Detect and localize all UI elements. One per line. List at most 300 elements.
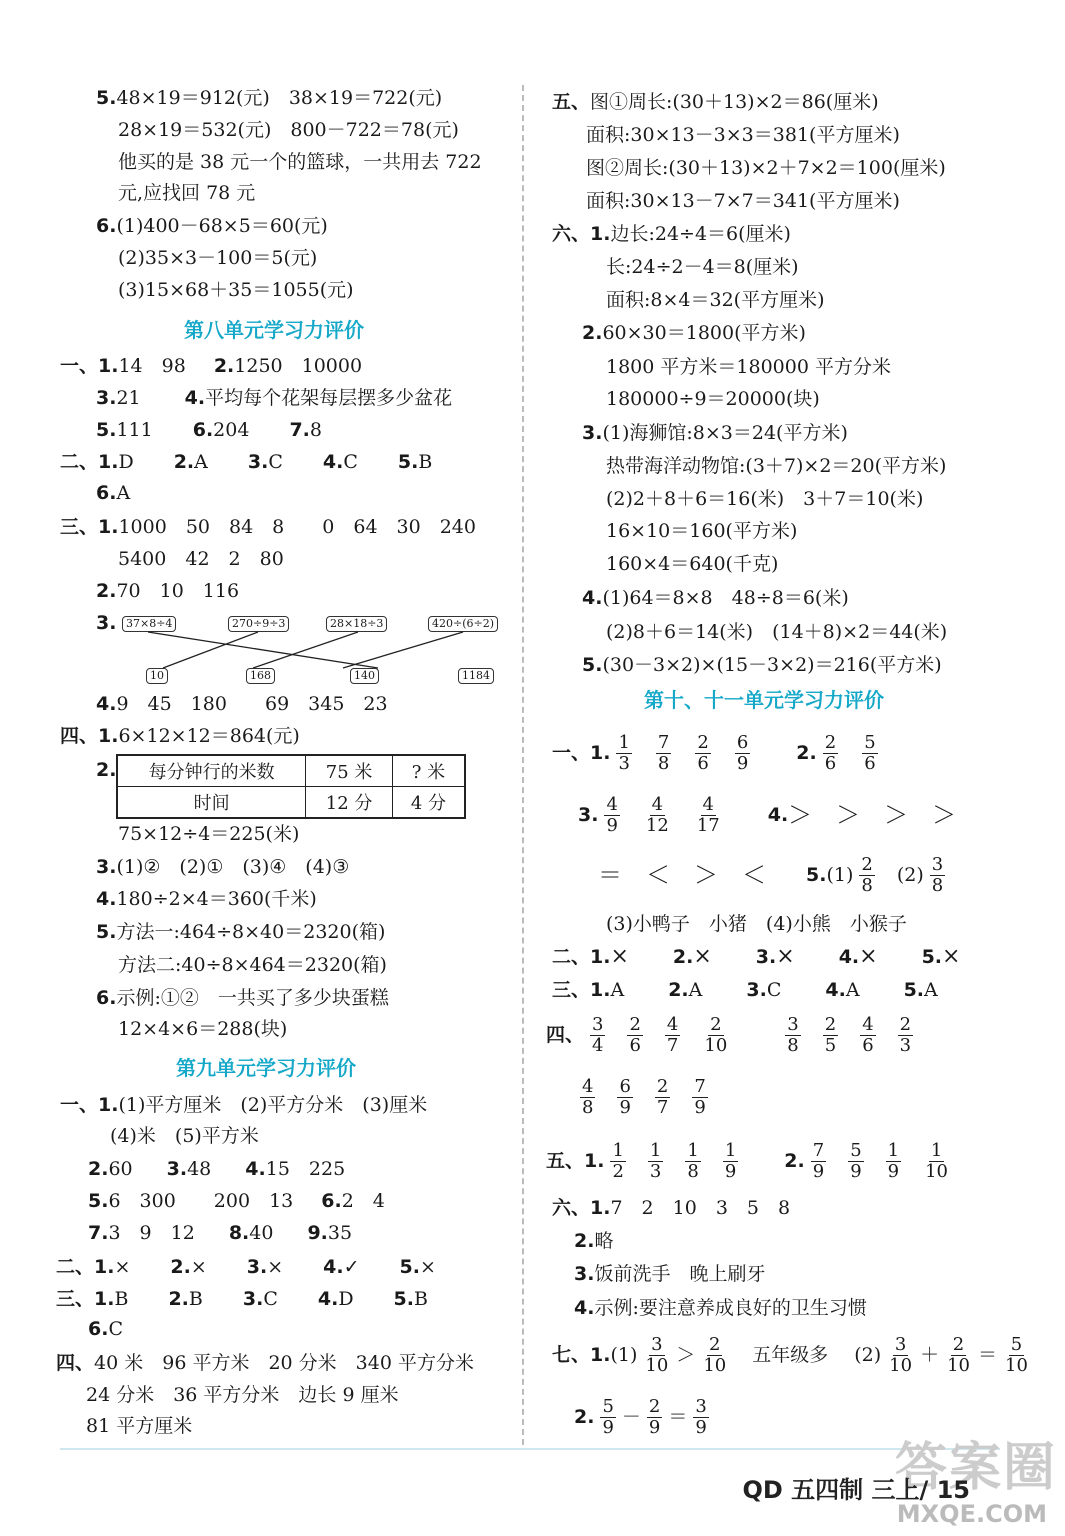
item-number: 1. — [98, 725, 119, 747]
table-cell: 每分钟行的米数 — [117, 755, 306, 787]
item-number: 6. — [192, 419, 214, 441]
line — [552, 978, 938, 1002]
answer-text: C — [766, 979, 782, 1001]
section-label: 三、 — [56, 1288, 95, 1310]
line — [88, 1221, 352, 1245]
answer-text: B — [414, 1288, 428, 1310]
footer-rule — [60, 1448, 1000, 1450]
answer-text: 6 300 200 13 — [108, 1190, 294, 1212]
answer-text: × — [419, 1256, 436, 1278]
item-number: 2. — [784, 1150, 805, 1172]
answer-text: A — [116, 482, 131, 504]
line: (3)小鸭子 小猪 (4)小熊 小猴子 — [606, 913, 907, 935]
item-number: 3. — [242, 1288, 264, 1310]
line — [88, 1317, 123, 1341]
item-number: 5. — [806, 864, 827, 886]
answer-text: 35 — [327, 1222, 353, 1244]
item-number: 4. — [96, 693, 117, 715]
answer-text: × — [693, 944, 712, 969]
fraction: $\frac{1}{9}$ — [887, 1139, 900, 1182]
answer-text: 60×30＝1800(平方米) — [602, 322, 806, 344]
item-number: 5. — [96, 419, 117, 441]
line — [582, 586, 849, 610]
answer-text: C — [268, 451, 283, 473]
item-number: 6. — [96, 987, 117, 1009]
item-number: 1. — [98, 451, 119, 473]
answer-text: 40 米 96 平方米 20 分米 340 平方分米 — [94, 1352, 474, 1374]
fraction: $\frac{1}{3}$ — [649, 1139, 662, 1182]
answer-text: A — [688, 979, 703, 1001]
item-number: 2. — [582, 322, 603, 344]
expression-card: 37×8÷4 — [122, 616, 176, 632]
item-number: 6. — [88, 1318, 109, 1340]
answer-text: 204 — [213, 419, 250, 441]
item-number: 6. — [321, 1190, 342, 1212]
item-number: 2. — [796, 742, 817, 764]
line: 长:24÷2－4＝8(厘米) — [606, 256, 799, 278]
fraction: $\frac{3}{8}$ — [931, 853, 944, 896]
item-number: 3. — [166, 1158, 188, 1180]
fraction: $\frac{5}{10}$ — [1005, 1333, 1028, 1376]
section-label: 六、 — [552, 1197, 591, 1219]
answer-text: ＝ — [977, 1344, 997, 1366]
item-number: 1. — [590, 946, 611, 968]
section-label: 二、 — [56, 1256, 95, 1278]
answer-text: (1) — [826, 864, 854, 886]
fraction: $\frac{6}{9}$ — [736, 731, 749, 774]
answer-text: 6×12×12＝864(元) — [118, 725, 300, 747]
matching-diagram — [118, 610, 518, 690]
line — [96, 418, 322, 442]
section-label: 一、 — [552, 742, 591, 764]
item-number: 2. — [668, 979, 689, 1001]
answer-text: 3 9 12 — [108, 1222, 195, 1244]
fraction: $\frac{2}{6}$ — [824, 731, 837, 774]
line: 图②周长:(30＋13)×2＋7×2＝100(厘米) — [586, 157, 946, 179]
line: 12×4×6＝288(块) — [118, 1018, 288, 1040]
item-number: 2. — [672, 946, 694, 968]
answer-text: (1)400－68×5＝60(元) — [116, 215, 328, 237]
line: 81 平方厘米 — [86, 1415, 193, 1437]
answer-text: 1000 50 84 8 0 64 30 240 — [118, 516, 476, 538]
item-number: 1. — [98, 1094, 119, 1116]
answer-text: × — [610, 944, 629, 969]
answer-text: 图①周长:(30＋13)×2＝86(厘米) — [590, 91, 879, 113]
fraction: $\frac{1}{3}$ — [618, 731, 630, 774]
line — [56, 1287, 428, 1311]
fraction: $\frac{3}{4}$ — [592, 1013, 604, 1056]
answer-text: A — [845, 979, 860, 1001]
line — [552, 1196, 790, 1220]
line: (2)2＋8＋6＝16(米) 3＋7＝10(米) — [606, 488, 924, 510]
answer-text: ＝ ＜ ＞ ＜ — [598, 861, 766, 889]
answer-text: ＞ ＞ ＞ ＞ — [788, 801, 957, 829]
answer-text: 15 225 — [265, 1158, 346, 1180]
answer-text: B — [188, 1288, 203, 1310]
watermark: 答案圈 — [894, 1438, 1057, 1498]
fraction: $\frac{1}{10}$ — [925, 1139, 948, 1182]
item-number: 1. — [584, 1150, 605, 1172]
answer-text: C — [263, 1288, 278, 1310]
expression-card: 28×18÷3 — [326, 616, 387, 632]
fraction: $\frac{4}{7}$ — [666, 1013, 679, 1056]
section-label: 二、 — [552, 946, 591, 968]
item-number: 1. — [94, 1256, 115, 1278]
answer-text: B — [418, 451, 433, 473]
answer-text: 边长:24÷4＝6(厘米) — [610, 223, 791, 245]
line: 面积:30×13－3×3＝381(平方厘米) — [586, 124, 900, 146]
section-label: 六、 — [552, 223, 591, 245]
item-number: 4. — [245, 1158, 266, 1180]
item-number: 2. — [173, 451, 195, 473]
line — [574, 1072, 714, 1122]
item-number: 4. — [582, 587, 603, 609]
section-heading-unit10-11: 第十、十一单元学习力评价 — [644, 688, 884, 712]
fraction: $\frac{4}{12}$ — [645, 793, 669, 836]
line — [582, 421, 848, 445]
fraction: $\frac{2}{8}$ — [861, 853, 873, 896]
answer-text: 48 — [187, 1158, 212, 1180]
fraction: $\frac{5}{9}$ — [602, 1395, 614, 1438]
line — [578, 790, 956, 840]
answer-text: 8 — [309, 419, 322, 441]
fraction: $\frac{2}{10}$ — [704, 1013, 728, 1056]
section-label: 二、 — [60, 451, 99, 473]
fraction: $\frac{2}{7}$ — [656, 1075, 669, 1118]
item-number: 1. — [590, 979, 611, 1001]
item-number: 5. — [96, 87, 117, 109]
item-number: 2. — [88, 1158, 109, 1180]
item-number: 4. — [184, 387, 206, 409]
answer-text: (1)海狮馆:8×3＝24(平方米) — [602, 422, 848, 444]
line: 面积:30×13－7×7＝341(平方厘米) — [586, 190, 900, 212]
fraction: $\frac{3}{10}$ — [645, 1333, 669, 1376]
line — [88, 1157, 345, 1181]
item-number: 7. — [289, 419, 310, 441]
answer-text: 14 98 — [118, 355, 186, 377]
fraction: $\frac{1}{2}$ — [612, 1139, 624, 1182]
answer-text: D — [118, 451, 134, 473]
fraction: $\frac{2}{3}$ — [899, 1013, 912, 1056]
item-number: 1. — [98, 516, 119, 538]
item-number: 4. — [323, 1256, 344, 1278]
item-number: 4. — [574, 1297, 595, 1319]
answer-text: 21 — [116, 387, 141, 409]
answer-text: 五年级多 — [752, 1344, 829, 1366]
fraction: $\frac{2}{6}$ — [697, 731, 709, 774]
item-number: 4. — [767, 804, 789, 826]
item-number: 2. — [213, 355, 235, 377]
answer-text: D — [338, 1288, 354, 1310]
line — [96, 692, 388, 716]
line: 180000÷9＝20000(块) — [606, 388, 820, 410]
line — [598, 850, 951, 900]
answer-text: 平均每个花架每层摆多少盆花 — [205, 387, 453, 409]
answer-text: (1)平方厘米 (2)平方分米 (3)厘米 — [118, 1094, 428, 1116]
line — [96, 579, 239, 603]
line — [582, 321, 806, 345]
fraction: $\frac{4}{8}$ — [582, 1075, 594, 1118]
answer-text: － — [621, 1406, 641, 1428]
line — [552, 945, 960, 969]
fraction: $\frac{7}{8}$ — [657, 731, 670, 774]
fraction: $\frac{1}{9}$ — [724, 1139, 737, 1182]
item-number: 3. — [574, 1263, 595, 1285]
fraction: $\frac{3}{8}$ — [787, 1013, 799, 1056]
line: 24 分米 36 平方分米 边长 9 厘米 — [86, 1384, 399, 1406]
line — [56, 1351, 474, 1375]
item-number: 3. — [247, 451, 269, 473]
line — [552, 728, 884, 778]
answer-card: 1184 — [458, 668, 494, 684]
item-number: 5. — [88, 1190, 109, 1212]
line — [552, 222, 791, 246]
answer-text: (1)64＝8×8 48÷8＝6(米) — [602, 587, 849, 609]
item-number: 5. — [921, 946, 943, 968]
line: (3)15×68＋35＝1055(元) — [118, 279, 354, 301]
answer-text: (30－3×2)×(15－3×2)＝216(平方米) — [602, 654, 942, 676]
fraction: $\frac{2}{9}$ — [648, 1395, 661, 1438]
line — [552, 90, 879, 114]
line — [546, 1136, 956, 1186]
item-number: 2. — [170, 1256, 191, 1278]
line — [56, 1255, 436, 1279]
fraction: $\frac{5}{9}$ — [850, 1139, 862, 1182]
line: 他买的是 38 元一个的篮球，一共用去 722 — [118, 151, 482, 173]
item-number: 7. — [88, 1222, 109, 1244]
line — [60, 724, 300, 748]
item-number: 1. — [98, 355, 119, 377]
fraction: $\frac{1}{8}$ — [687, 1139, 699, 1182]
item-number: 5. — [397, 451, 419, 473]
line: 面积:8×4＝32(平方厘米) — [606, 289, 825, 311]
item-number: 2. — [96, 759, 117, 781]
answer-text: 饭前洗手 晚上刷牙 — [594, 1263, 766, 1285]
line — [96, 887, 317, 911]
line — [60, 515, 476, 539]
answer-card: 168 — [246, 668, 275, 684]
item-number: 3. — [246, 1256, 268, 1278]
answer-text: × — [114, 1256, 131, 1278]
section-label: 四、 — [60, 725, 99, 747]
answer-text: ＞ — [676, 1344, 696, 1366]
item-number: 1. — [590, 1197, 611, 1219]
item-number: 2. — [574, 1230, 595, 1252]
item-number: 2. — [574, 1406, 595, 1428]
line — [96, 481, 130, 505]
fraction: $\frac{3}{9}$ — [695, 1395, 707, 1438]
line — [60, 1093, 427, 1117]
fraction: $\frac{2}{10}$ — [947, 1333, 970, 1376]
answer-text: A — [924, 979, 938, 1001]
fraction: $\frac{6}{9}$ — [619, 1075, 631, 1118]
line: 5400 42 2 80 — [118, 548, 284, 570]
answer-text: 70 10 116 — [116, 580, 240, 602]
fraction: $\frac{3}{10}$ — [889, 1333, 913, 1376]
data-table — [116, 754, 466, 819]
item-number: 1. — [590, 223, 611, 245]
item-number: 5. — [393, 1288, 414, 1310]
answer-text: 40 — [249, 1222, 274, 1244]
item-number: 6. — [96, 215, 117, 237]
answer-text: 1250 10000 — [234, 355, 363, 377]
table-cell: 75 米 — [306, 755, 393, 787]
fraction: $\frac{4}{9}$ — [606, 793, 618, 836]
line — [96, 920, 385, 944]
item-number: 4. — [838, 946, 860, 968]
section-label: 四、 — [56, 1352, 95, 1374]
item-number: 5. — [399, 1256, 420, 1278]
answer-text: 9 45 180 69 345 23 — [116, 693, 388, 715]
line: 75×12÷4＝225(米) — [118, 823, 300, 845]
answer-text: (1) — [610, 1344, 638, 1366]
item-number: 3. — [582, 422, 603, 444]
item-number: 3. — [96, 856, 117, 878]
fraction: $\frac{7}{9}$ — [812, 1139, 825, 1182]
answer-text: (1)② (2)① (3)④ (4)③ — [116, 856, 350, 878]
table-cell: ? 米 — [392, 755, 465, 787]
item-number: 9. — [307, 1222, 328, 1244]
section-heading-unit9: 第九单元学习力评价 — [176, 1056, 356, 1080]
item-number: 4. — [96, 888, 117, 910]
fraction: $\frac{4}{17}$ — [696, 793, 720, 836]
table-row — [117, 787, 465, 819]
line — [96, 386, 452, 410]
line — [574, 1262, 765, 1286]
line — [88, 1189, 385, 1213]
column-divider — [522, 85, 524, 1445]
section-label: 五、 — [552, 91, 591, 113]
answer-text: × — [942, 944, 961, 969]
line — [96, 758, 116, 782]
item-number: 2. — [168, 1288, 189, 1310]
line: 1800 平方米＝180000 平方分米 — [606, 356, 891, 378]
line: 16×10＝160(平方米) — [606, 520, 798, 542]
answer-text: (2) — [854, 1344, 882, 1366]
line: 方法二:40÷8×464＝2320(箱) — [118, 954, 387, 976]
section-label: 七、 — [552, 1344, 591, 1366]
item-number: 5. — [903, 979, 925, 1001]
answer-text: ＋ — [920, 1344, 940, 1366]
section-label: 三、 — [60, 516, 99, 538]
section-label: 五、 — [546, 1150, 585, 1172]
item-number: 6. — [96, 482, 117, 504]
line — [60, 450, 432, 474]
answer-text: B — [114, 1288, 129, 1310]
fraction: $\frac{2}{6}$ — [629, 1013, 641, 1056]
table-cell: 12 分 — [306, 787, 393, 819]
section-label: 三、 — [552, 979, 591, 1001]
line — [96, 214, 328, 238]
answer-text: 示例:要注意养成良好的卫生习惯 — [594, 1297, 867, 1319]
line — [60, 354, 362, 378]
answer-text: 方法一:464÷8×40＝2320(箱) — [116, 921, 386, 943]
table-cell: 4 分 — [392, 787, 465, 819]
section-label: 一、 — [60, 1094, 99, 1116]
item-number: 4. — [825, 979, 846, 1001]
fraction: $\frac{7}{9}$ — [694, 1075, 706, 1118]
line — [546, 1010, 919, 1060]
line: (4)米 (5)平方米 — [110, 1125, 259, 1147]
table-cell: 时间 — [117, 787, 306, 819]
answer-text: 2 4 — [341, 1190, 385, 1212]
line: (2)8＋6＝14(米) (14＋8)×2＝44(米) — [606, 621, 948, 643]
line — [582, 653, 942, 677]
line: 热带海洋动物馆:(3＋7)×2＝20(平方米) — [606, 455, 947, 477]
answer-text: A — [194, 451, 208, 473]
item-number: 1. — [94, 1288, 115, 1310]
item-number: 5. — [96, 921, 117, 943]
item-number: 2. — [96, 580, 117, 602]
answer-text: 111 — [116, 419, 153, 441]
item-number: 1. — [590, 742, 611, 764]
answer-text: × — [776, 944, 795, 969]
table-row — [117, 755, 465, 787]
answer-text: (2) — [896, 864, 924, 886]
answer-text: C — [343, 451, 358, 473]
line — [96, 611, 116, 635]
answer-card: 10 — [146, 668, 168, 684]
fraction: $\frac{5}{6}$ — [864, 731, 876, 774]
section-label: 四、 — [546, 1024, 585, 1046]
item-number: 3. — [746, 979, 767, 1001]
answer-text: ＝ — [668, 1406, 688, 1428]
answer-text: 略 — [594, 1230, 614, 1252]
item-number: 4. — [317, 1288, 339, 1310]
line — [574, 1296, 867, 1320]
fraction: $\frac{2}{5}$ — [824, 1013, 837, 1056]
answer-card: 140 — [350, 668, 379, 684]
answer-text: ✓ — [343, 1256, 360, 1278]
answer-text: 7 2 10 3 5 8 — [610, 1197, 791, 1219]
item-number: 4. — [322, 451, 344, 473]
line — [96, 986, 389, 1010]
line — [552, 1330, 1036, 1380]
page-footer: QD 五四制 三上/ 15 — [742, 1476, 970, 1504]
answer-text: 180÷2×4＝360(千米) — [116, 888, 317, 910]
fraction: $\frac{4}{6}$ — [862, 1013, 874, 1056]
line — [96, 855, 349, 879]
item-number: 3. — [578, 804, 599, 826]
line: 28×19＝532(元) 800－722＝78(元) — [118, 119, 459, 141]
answer-text: × — [190, 1256, 207, 1278]
answer-text: × — [859, 944, 878, 969]
line — [574, 1229, 613, 1253]
line — [96, 86, 442, 110]
answer-text: 示例:①② 一共买了多少块蛋糕 — [116, 987, 389, 1009]
item-number: 3. — [96, 612, 117, 634]
answer-text: 60 — [108, 1158, 133, 1180]
line: 160×4＝640(千克) — [606, 553, 779, 575]
line: (2)35×3－100＝5(元) — [118, 247, 318, 269]
line — [574, 1392, 715, 1442]
item-number: 8. — [228, 1222, 250, 1244]
fraction: $\frac{2}{10}$ — [703, 1333, 727, 1376]
answer-text: 48×19＝912(元) 38×19＝722(元) — [116, 87, 443, 109]
section-label: 一、 — [60, 355, 99, 377]
item-number: 5. — [582, 654, 603, 676]
section-heading-unit8: 第八单元学习力评价 — [184, 318, 364, 342]
item-number: 3. — [755, 946, 777, 968]
item-number: 1. — [590, 1344, 611, 1366]
item-number: 3. — [96, 387, 117, 409]
answer-text: C — [108, 1318, 123, 1340]
watermark-url: MXQE.COM — [896, 1500, 1047, 1528]
answer-text: A — [610, 979, 625, 1001]
expression-card: 270÷9÷3 — [228, 616, 289, 632]
expression-card: 420÷(6÷2) — [428, 616, 498, 632]
answer-text: × — [267, 1256, 284, 1278]
